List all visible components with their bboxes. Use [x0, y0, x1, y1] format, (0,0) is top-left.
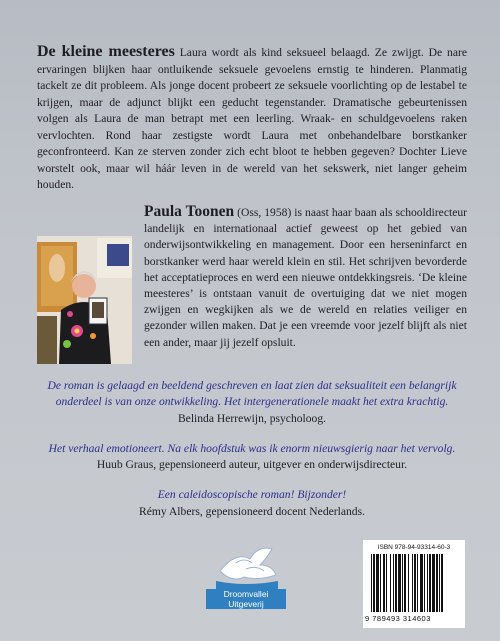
- barcode-bar: [380, 554, 381, 612]
- synopsis: [37, 44, 467, 194]
- barcode-bar: [414, 554, 416, 612]
- barcode-bar: [373, 554, 375, 612]
- review-quotes: [37, 378, 467, 534]
- barcode-bar: [420, 554, 423, 612]
- barcode-bar: [395, 554, 397, 612]
- author-photo: [37, 236, 132, 364]
- barcode-bar: [398, 554, 401, 612]
- barcode-bar: [383, 554, 385, 612]
- barcode-bar: [424, 554, 425, 612]
- barcode-bar: [412, 554, 413, 612]
- barcode-bar: [432, 554, 435, 612]
- barcode-bar: [371, 554, 372, 612]
- synopsis-text: Laura wordt als kind seksueel belaagd. Ze zwijgt. De nare ervaringen blijken haar ontluikende seksuele gevoelens ernstig te hinderen. Planmatig tackelt ze dit probleem. Als jonge docent probeert ze seksuele voorlichting op de lestabel te krijgen, maar de adjunct blijkt een geducht tegenstander. Dramatische gebeurtenissen volgen als Laura de man betrapt met een leerling. Wraak- en schuldgevoelens raken vervlochten. Rond haar zestigste wordt Laura met onbehandelbare borstkanker geconfronteerd. Kan ze sterven zonder zich echt bloot te hebben gegeven? Dochter Lieve worstelt ook, maar wil háár leven in de wereld van het sekswerk, niet langer geheim houden.: [37, 46, 467, 191]
- barcode-bar: [436, 554, 438, 612]
- barcode-bar: [404, 554, 406, 612]
- publisher-logo: [206, 541, 286, 611]
- publisher-name: Droomvallei: [206, 589, 286, 599]
- barcode-bars: [369, 554, 459, 614]
- barcode-bar: [429, 554, 431, 612]
- quote-attribution: Huub Graus, gepensioneerd auteur, uitgever en onderwijsdirecteur.: [96, 458, 408, 472]
- barcode-bar: [417, 554, 418, 612]
- isbn-barcode: [363, 540, 465, 628]
- barcode-bar: [386, 554, 387, 612]
- quote-attribution: Rémy Albers, gepensioneerd docent Nederlands.: [138, 504, 365, 518]
- barcode-bar: [393, 554, 394, 612]
- review-quote: [37, 378, 467, 427]
- barcode-bar: [427, 554, 428, 612]
- barcode-bar: [408, 554, 409, 612]
- quote-attribution: Belinda Herrewijn, psycholoog.: [177, 411, 327, 425]
- publisher-subtitle: Uitgeverij: [206, 599, 286, 609]
- quote-text: Het verhaal emotioneert. Na elk hoofdstuk was ik enorm nieuwsgierig naar het vervolg.: [48, 441, 456, 455]
- review-quote: [37, 487, 467, 520]
- barcode-bar: [402, 554, 403, 612]
- barcode-bar: [390, 554, 391, 612]
- bird-logo-icon: [206, 541, 286, 589]
- barcode-bar: [376, 554, 379, 612]
- author-name: Paula Toonen: [144, 203, 235, 220]
- review-quote: [37, 441, 467, 474]
- barcode-bar: [439, 554, 440, 612]
- author-photo-illustration: [37, 236, 132, 364]
- quote-text: De roman is gelaagd en beeldend geschreven en laat zien dat seksualiteit een belangrijk onderdeel is van onze ontwikkeling. Het intergenerationele maakt het extra krachtig.: [47, 379, 457, 409]
- isbn-label: ISBN 978-94-93314-60-3: [377, 544, 451, 551]
- barcode-digits: 9 789493 314603: [365, 614, 431, 623]
- book-title: De kleine meesteres: [37, 43, 175, 60]
- author-bio-text: (Oss, 1958) is naast haar baan als schooldirecteur landelijk en internationaal actief geweest op het gebied van onderwijsontwikkeling en management. Door een herseninfarct en borstkanker werd haar wereld klein en stil. Het schrijven bevorderde het acceptatieproces en werd een nieuwe ontdekkingsreis. ‘De kleine meesteres’ is ontstaan vanuit de overtuiging dat we niet mogen zwijgen en wegkijken als we de wereld en relaties veiliger en gezonder willen maken. Dat je een vreemde voor jezelf blijft als niet een ander, maar jij jezelf opsluit.: [144, 206, 467, 349]
- quote-text: Een caleidoscopische roman! Bijzonder!: [157, 488, 347, 502]
- author-bio: [144, 204, 467, 351]
- barcode-bar: [441, 554, 443, 612]
